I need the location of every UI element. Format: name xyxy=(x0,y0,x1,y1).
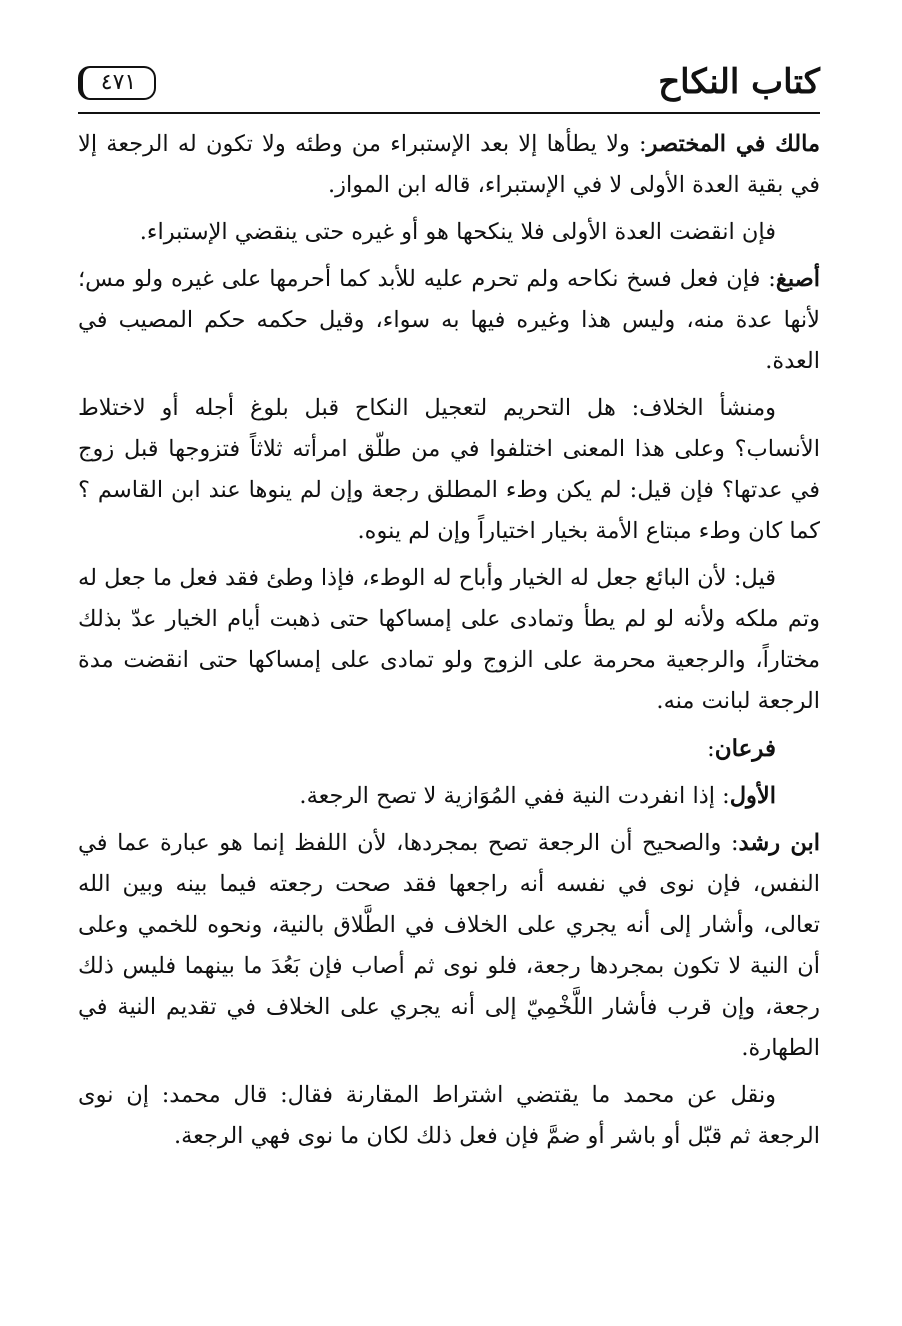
page-body xyxy=(78,124,820,1163)
paragraph-3-text: : فإن فعل فسخ نكاحه ولم تحرم عليه للأبد كما أحرمها على غيره ولو مس؛ لأنها عدة منه، وليس هذا وغيره فيها به سواء، وقيل حكمه حكم المصيب في العدة. xyxy=(78,266,820,374)
page-header xyxy=(78,62,820,106)
section-heading-lead: فرعان xyxy=(714,735,776,762)
paragraph-3 xyxy=(78,259,820,382)
paragraph-7-text: : إذا انفردت النية ففي المُوَازية لا تصح الرجعة. xyxy=(299,783,730,809)
paragraph-9 xyxy=(78,1075,820,1157)
paragraph-4-text: ومنشأ الخلاف: هل التحريم لتعجيل النكاح قبل بلوغ أجله أو لاختلاط الأنساب؟ وعلى هذا المعنى اختلفوا في من طلّق امرأته ثلاثاً فتزوجها قبل زوج في عدتها؟ فإن قيل: لم يكن وطء المطلق رجعة وإن لم ينوها عند ابن القاسم ؟ كما كان وطء مبتاع الأمة بخيار اختياراً وإن لم ينوه. xyxy=(78,395,820,544)
paragraph-2 xyxy=(78,212,820,253)
paragraph-2-text: فإن انقضت العدة الأولى فلا ينكحها هو أو غيره حتى ينقضي الإستبراء. xyxy=(139,219,776,245)
paragraph-8-text: : والصحيح أن الرجعة تصح بمجردها، لأن اللفظ إنما هو عبارة عما في النفس، فإن نوى في نفسه أنه راجعها فقد صحت رجعته فيما بينه وبين الله تعالى، وأشار إلى أنه يجري على الخلاف في الطَّلاق بالنية، ونحوه للخمي وعلى أن النية لا تكون بمجردها رجعة، فلو نوى ثم أصاب فإن بَعُدَ ما بينهما فليس ذلك رجعة، وإن قرب فأشار اللَّخْمِيّ إلى أنه يجري على الخلاف في تقديم النية في الطهارة. xyxy=(78,830,820,1061)
book-title: كتاب النكاح xyxy=(658,62,820,102)
paragraph-7-lead: الأول xyxy=(729,783,776,809)
paragraph-7 xyxy=(78,776,820,817)
paragraph-9-text: ونقل عن محمد ما يقتضي اشتراط المقارنة فقال: قال محمد: إن نوى الرجعة ثم قبّل أو باشر أو ضمَّ فإن فعل ذلك لكان ما نوى فهي الرجعة. xyxy=(78,1082,820,1149)
paragraph-1-text: : ولا يطأها إلا بعد الإستبراء من وطئه ولا تكون له الرجعة إلا في بقية العدة الأولى لا في الإستبراء، قاله ابن المواز. xyxy=(78,131,820,198)
paragraph-5-text: قيل: لأن البائع جعل له الخيار وأباح له الوطء، فإذا وطئ فقد فعل ما جعل له وتم ملكه ولأنه لو لم يطأ وتمادى على إمساكها حتى ذهبت أيام الخيار عدّ بذلك مختاراً، والرجعية محرمة على الزوج ولو تمادى على إمساكها حتى انقضت مدة الرجعة لبانت منه. xyxy=(78,565,820,714)
paragraph-8 xyxy=(78,823,820,1069)
section-heading-text: : xyxy=(707,736,715,762)
paragraph-1 xyxy=(78,124,820,206)
paragraph-1-lead: مالك في المختصر xyxy=(646,131,820,157)
section-heading xyxy=(78,728,820,770)
paragraph-5 xyxy=(78,558,820,722)
paragraph-4 xyxy=(78,388,820,552)
paragraph-8-lead: ابن رشد xyxy=(738,830,820,856)
paragraph-3-lead: أصبغ xyxy=(775,266,820,292)
header-rule xyxy=(78,112,820,114)
page-number: ٤٧١ xyxy=(78,66,156,100)
